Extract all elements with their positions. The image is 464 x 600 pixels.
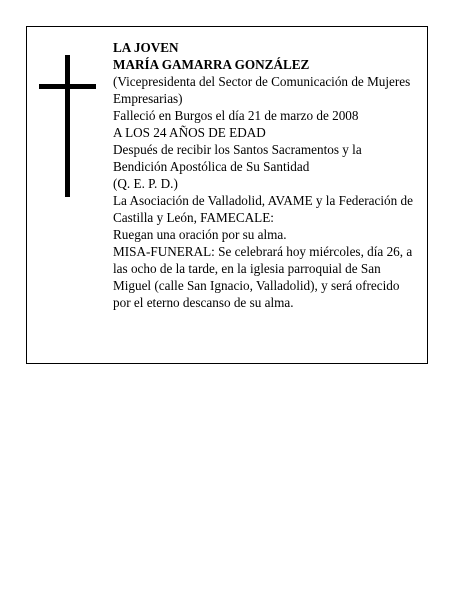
notice-text xyxy=(113,39,419,311)
deceased-name: MARÍA GAMARRA GONZÁLEZ xyxy=(113,57,310,72)
cross-horizontal-bar xyxy=(39,84,96,89)
prayer-request: Ruegan una oración por su alma. xyxy=(113,227,287,242)
obituary-notice xyxy=(26,26,428,364)
funeral-mass-details: MISA-FUNERAL: Se celebrará hoy miércoles, día 26, a las ocho de la tarde, en la iglesia parroquial de San Miguel (calle San Ignacio, Valladolid), y será ofrecido por el eterno descanso de su alma. xyxy=(113,244,413,310)
sacraments-statement: Después de recibir los Santos Sacramentos y la Bendición Apostólica de Su Santidad xyxy=(113,142,362,174)
death-statement: Falleció en Burgos el día 21 de marzo de 2008 xyxy=(113,108,359,123)
association-statement: La Asociación de Valladolid, AVAME y la Federación de Castilla y León, FAMECALE: xyxy=(113,193,413,225)
age-statement: A LOS 24 AÑOS DE EDAD xyxy=(113,125,266,140)
rip-abbreviation: (Q. E. P. D.) xyxy=(113,176,178,191)
deceased-role: (Vicepresidenta del Sector de Comunicación de Mujeres Empresarias) xyxy=(113,74,411,106)
cross-vertical-bar xyxy=(65,55,70,197)
notice-heading-line1: LA JOVEN xyxy=(113,40,179,55)
